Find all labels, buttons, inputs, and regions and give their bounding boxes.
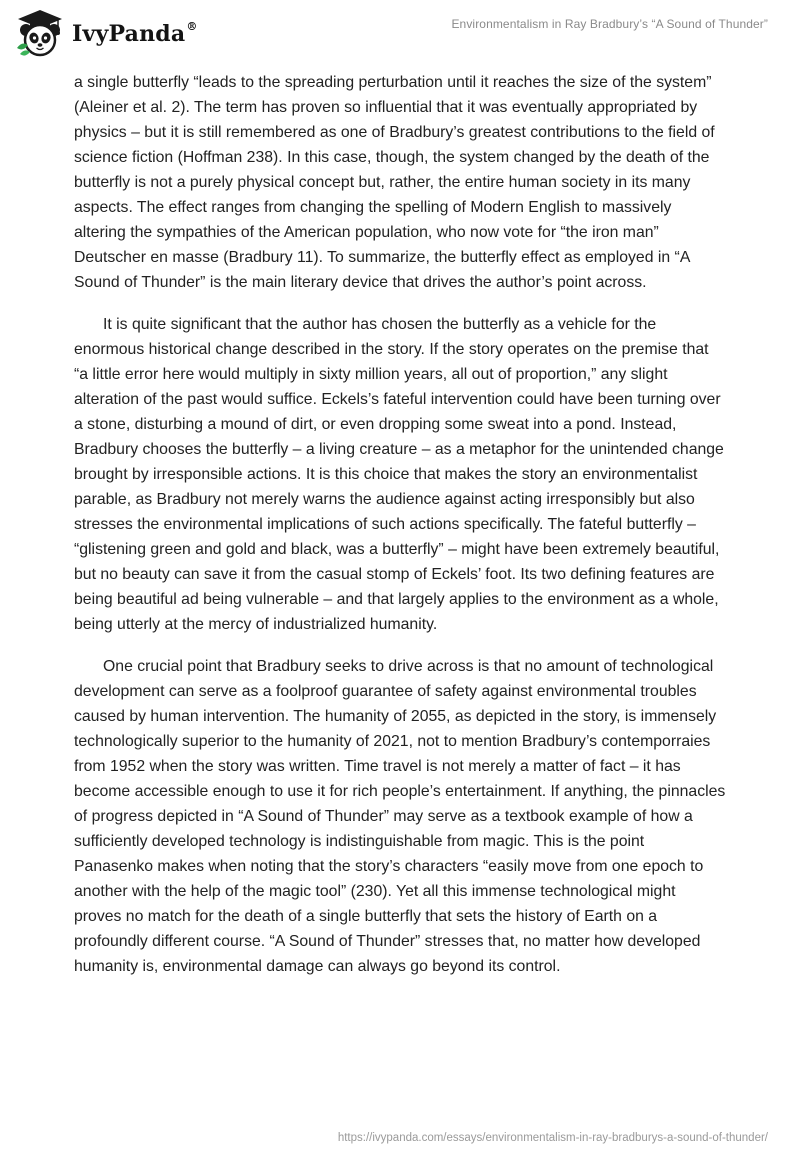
paragraph: One crucial point that Bradbury seeks to drive across is that no amount of technological development can serve as a foolproof guarantee of safety against environmental troubles caused by human intervention. The humanity of 2055, as depicted in the story, is immensely technologically superior to the humanity of 2021, not to mention Bradbury’s contemporraies from 1952 when the story was written. Time travel is not merely a matter of fact – it has become accessible enough to use it for rich people’s entertainment. If anything, the pinnacles of progress depicted in “A Sound of Thunder” may serve as a textbook example of how a sufficiently developed technology is indistinguishable from magic. This is the point Panasenko makes when noting that the story’s characters “easily move from one epoch to another with the help of the magic tool” (230). Yet all this immense technological might proves no match for the death of a single butterfly that sets the history of Earth on a profoundly different course. “A Sound of Thunder” stresses that, no matter how developed humanity is, environmental damage can always go beyond its control. <box>74 658 726 975</box>
brand-name: IvyPanda® <box>72 19 198 47</box>
ivypanda-logo[interactable] <box>14 8 198 58</box>
paragraph: It is quite significant that the author has chosen the butterfly as a vehicle for the enormous historical change described in the story. If the story operates on the premise that “a little error here would multiply in sixty million years, all out of proportion,” any slight alteration of the past would suffice. Eckels’s fateful intervention could have been turning over a stone, disturbing a mound of dirt, or even dropping some sweat into a pond. Instead, Bradbury chooses the butterfly – a living creature – as a metaphor for the unintended change brought by irresponsible actions. It is this choice that makes the story an environmentalist parable, as Bradbury not merely warns the audience against acting irresponsibly but also stresses the environmental implications of such actions specifically. The fateful butterfly – “glistening green and gold and black, was a butterfly” – might have been extremely beautiful, but no beauty can save it from the casual stomp of Eckels’ foot. Its two defining features are being beautiful ad being vulnerable – and that largely applies to the environment as a whole, being utterly at the mercy of industrialized humanity. <box>74 316 724 633</box>
page-header <box>0 0 800 64</box>
paragraph: a single butterfly “leads to the spreading perturbation until it reaches the size of the system” (Aleiner et al. 2). The term has proven so influential that it was eventually appropriated by physics – but it is still remembered as one of Bradbury’s greatest contributions to the field of science fiction (Hoffman 238). In this case, though, the system changed by the death of the butterfly is not a purely physical concept but, rather, the entire human society in its many aspects. The effect ranges from changing the spelling of Modern English to massively altering the sympathies of the American population, who now vote for “the iron man” Deutscher en masse (Bradbury 11). To summarize, the butterfly effect as employed in “A Sound of Thunder” is the main literary device that drives the author’s point across. <box>74 74 715 291</box>
essay-body <box>74 70 726 996</box>
source-url[interactable]: https://ivypanda.com/essays/environmentalism-in-ray-bradburys-a-sound-of-thunder/ <box>337 1132 768 1144</box>
document-title: Environmentalism in Ray Bradbury’s “A Sound of Thunder” <box>451 17 768 31</box>
panda-graduation-cap-icon <box>14 8 66 58</box>
